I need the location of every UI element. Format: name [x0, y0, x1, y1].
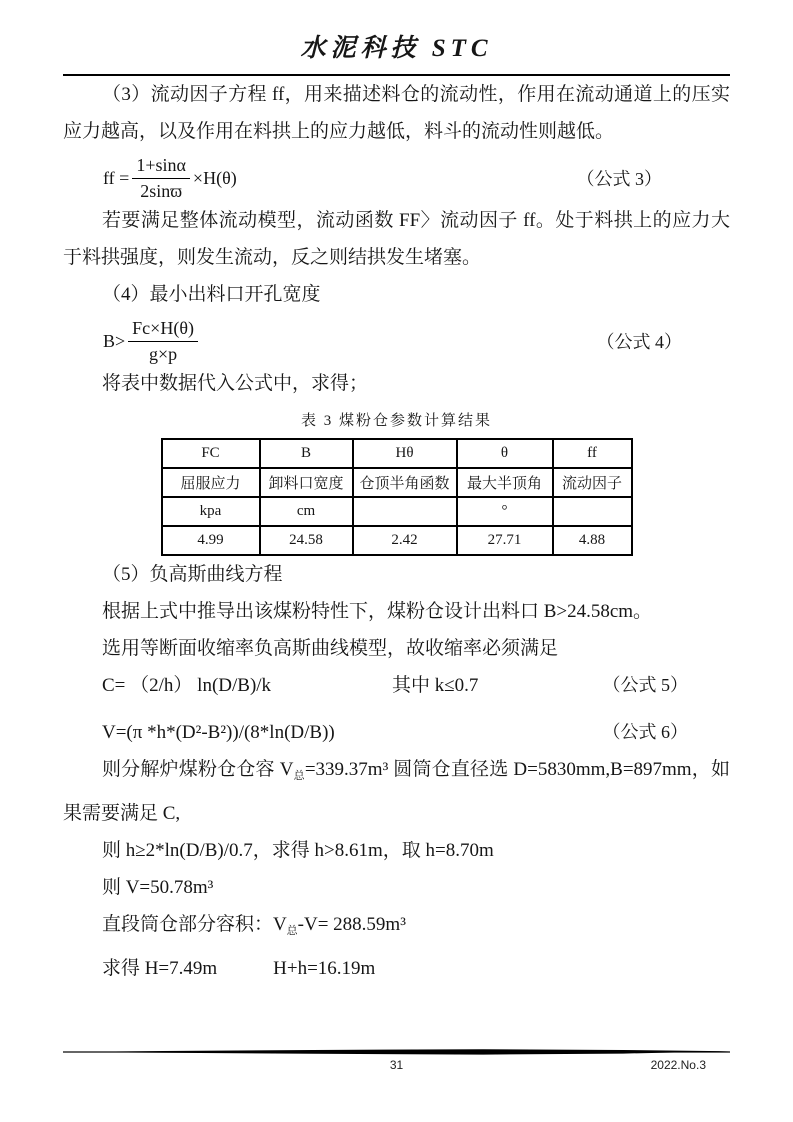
journal-title: 水泥科技 STC [300, 35, 493, 62]
table-cell: 仓顶半角函数 [353, 468, 457, 497]
paragraph-outlet-derivation: 根据上式中推导出该煤粉特性下，煤粉仓设计出料口 B>24.58cm。 [101, 601, 653, 622]
table-cell: FC [162, 439, 260, 468]
table-cell: ° [457, 497, 553, 526]
table-cell: 24.58 [260, 526, 353, 555]
formula-6-expression: V=(π *h*(D²-B²))/(8*ln(D/B)) [102, 722, 335, 743]
formula-3-denominator: 2sinϖ [140, 180, 183, 201]
table-cell: kpa [162, 497, 260, 526]
formula-4-numerator: Fc×H(θ) [128, 317, 198, 342]
straight-volume-text-start: 直段筒仓部分容积：V [101, 914, 287, 935]
table-cell: 27.71 [457, 526, 553, 555]
formula-4-row [63, 317, 730, 365]
formula-4-label: （公式 4） [596, 332, 682, 352]
table-cell: 流动因子 [553, 468, 632, 497]
paragraph-substitute-data: 将表中数据代入公式中，求得； [101, 373, 368, 394]
v-total-subscript: 总 [293, 770, 305, 782]
table-cell [553, 497, 632, 526]
formula-3-rhs: ×H(θ) [192, 167, 237, 188]
page-footer [63, 1048, 730, 1076]
formula-5-expression: C= （2/h） ln(D/B)/k [102, 675, 272, 696]
table-row-units [162, 497, 632, 526]
formula-4-expression [103, 317, 201, 365]
silo-volume-text-start: 则分解炉煤粉仓仓容 V [101, 759, 294, 780]
table-cell [353, 497, 457, 526]
footer-meta [63, 1058, 730, 1076]
formula-3-lhs: ff = [103, 167, 130, 188]
paragraph-flow-factor-intro: （3）流动因子方程 ff，用来描述料仓的流动性，作用在流动通道上的压实应力越高，以及作用在料拱上的应力越低，料斗的流动性则越低。 [63, 84, 730, 142]
footer-rule [63, 1048, 730, 1056]
formula-4-denominator: g×p [148, 343, 178, 364]
table-cell: 卸料口宽度 [260, 468, 353, 497]
table-cell: cm [260, 497, 353, 526]
table-cell: θ [457, 439, 553, 468]
table-cell: Hθ [353, 439, 457, 468]
formula-5-label: （公式 5） [602, 675, 688, 695]
table-cell: 屈服应力 [162, 468, 260, 497]
result-H: 求得 H=7.49m [101, 958, 218, 979]
formula-4-lhs: B> [103, 330, 126, 351]
formula-3-row [63, 154, 730, 202]
formula-5-row [63, 667, 730, 704]
formula-6-row [63, 714, 730, 751]
v-total-subscript: 总 [286, 925, 298, 937]
paragraph-h-result: 则 h≥2*ln(D/B)/0.7，求得 h>8.61m，取 h=8.70m [101, 840, 494, 861]
table-row-names [162, 468, 632, 497]
formula-3-expression [103, 154, 237, 202]
table-cell: 4.88 [553, 526, 632, 555]
paragraph-silo-volume [63, 751, 730, 832]
result-H-plus-h: H+h=16.19m [273, 958, 376, 979]
issue-number: 2022.No.3 [650, 1058, 706, 1072]
formula-5-condition: 其中 k≤0.7 [392, 675, 479, 696]
formula-3-numerator: 1+sinα [132, 154, 190, 179]
table-cell: B [260, 439, 353, 468]
formula-6-label: （公式 6） [602, 722, 688, 742]
paragraph-v-result: 则 V=50.78m³ [101, 877, 214, 898]
table-row-values [162, 526, 632, 555]
heading-section-4: （4）最小出料口开孔宽度 [101, 284, 321, 305]
table-cell: 4.99 [162, 526, 260, 555]
paragraph-straight-section-volume [63, 906, 730, 950]
formula-4-fraction [128, 317, 198, 365]
silo-volume-text-end: =339.37m³ 圆筒仓直径选 D=5830mm,B=897mm，如果需要满足 C, [63, 759, 730, 824]
paragraph-final-results [63, 950, 730, 987]
parameter-results-table [161, 438, 633, 556]
table-row-symbols [162, 439, 632, 468]
page-number: 31 [389, 1058, 404, 1072]
paragraph-gauss-model: 选用等断面收缩率负高斯曲线模型，故收缩率必须满足 [101, 638, 558, 659]
table-cell: 2.42 [353, 526, 457, 555]
table-caption: 表 3 煤粉仓参数计算结果 [300, 413, 492, 429]
heading-section-5: （5）负高斯曲线方程 [101, 564, 283, 585]
table-cell: ff [553, 439, 632, 468]
formula-3-fraction [132, 154, 190, 202]
table-cell: 最大半顶角 [457, 468, 553, 497]
straight-volume-text-end: -V= 288.59m³ [297, 914, 406, 935]
paragraph-mass-flow-condition: 若要满足整体流动模型，流动函数 FF〉流动因子 ff。处于料拱上的应力大于料拱强度，则发生流动，反之则结拱发生堵塞。 [63, 210, 730, 268]
formula-3-label: （公式 3） [576, 169, 662, 189]
